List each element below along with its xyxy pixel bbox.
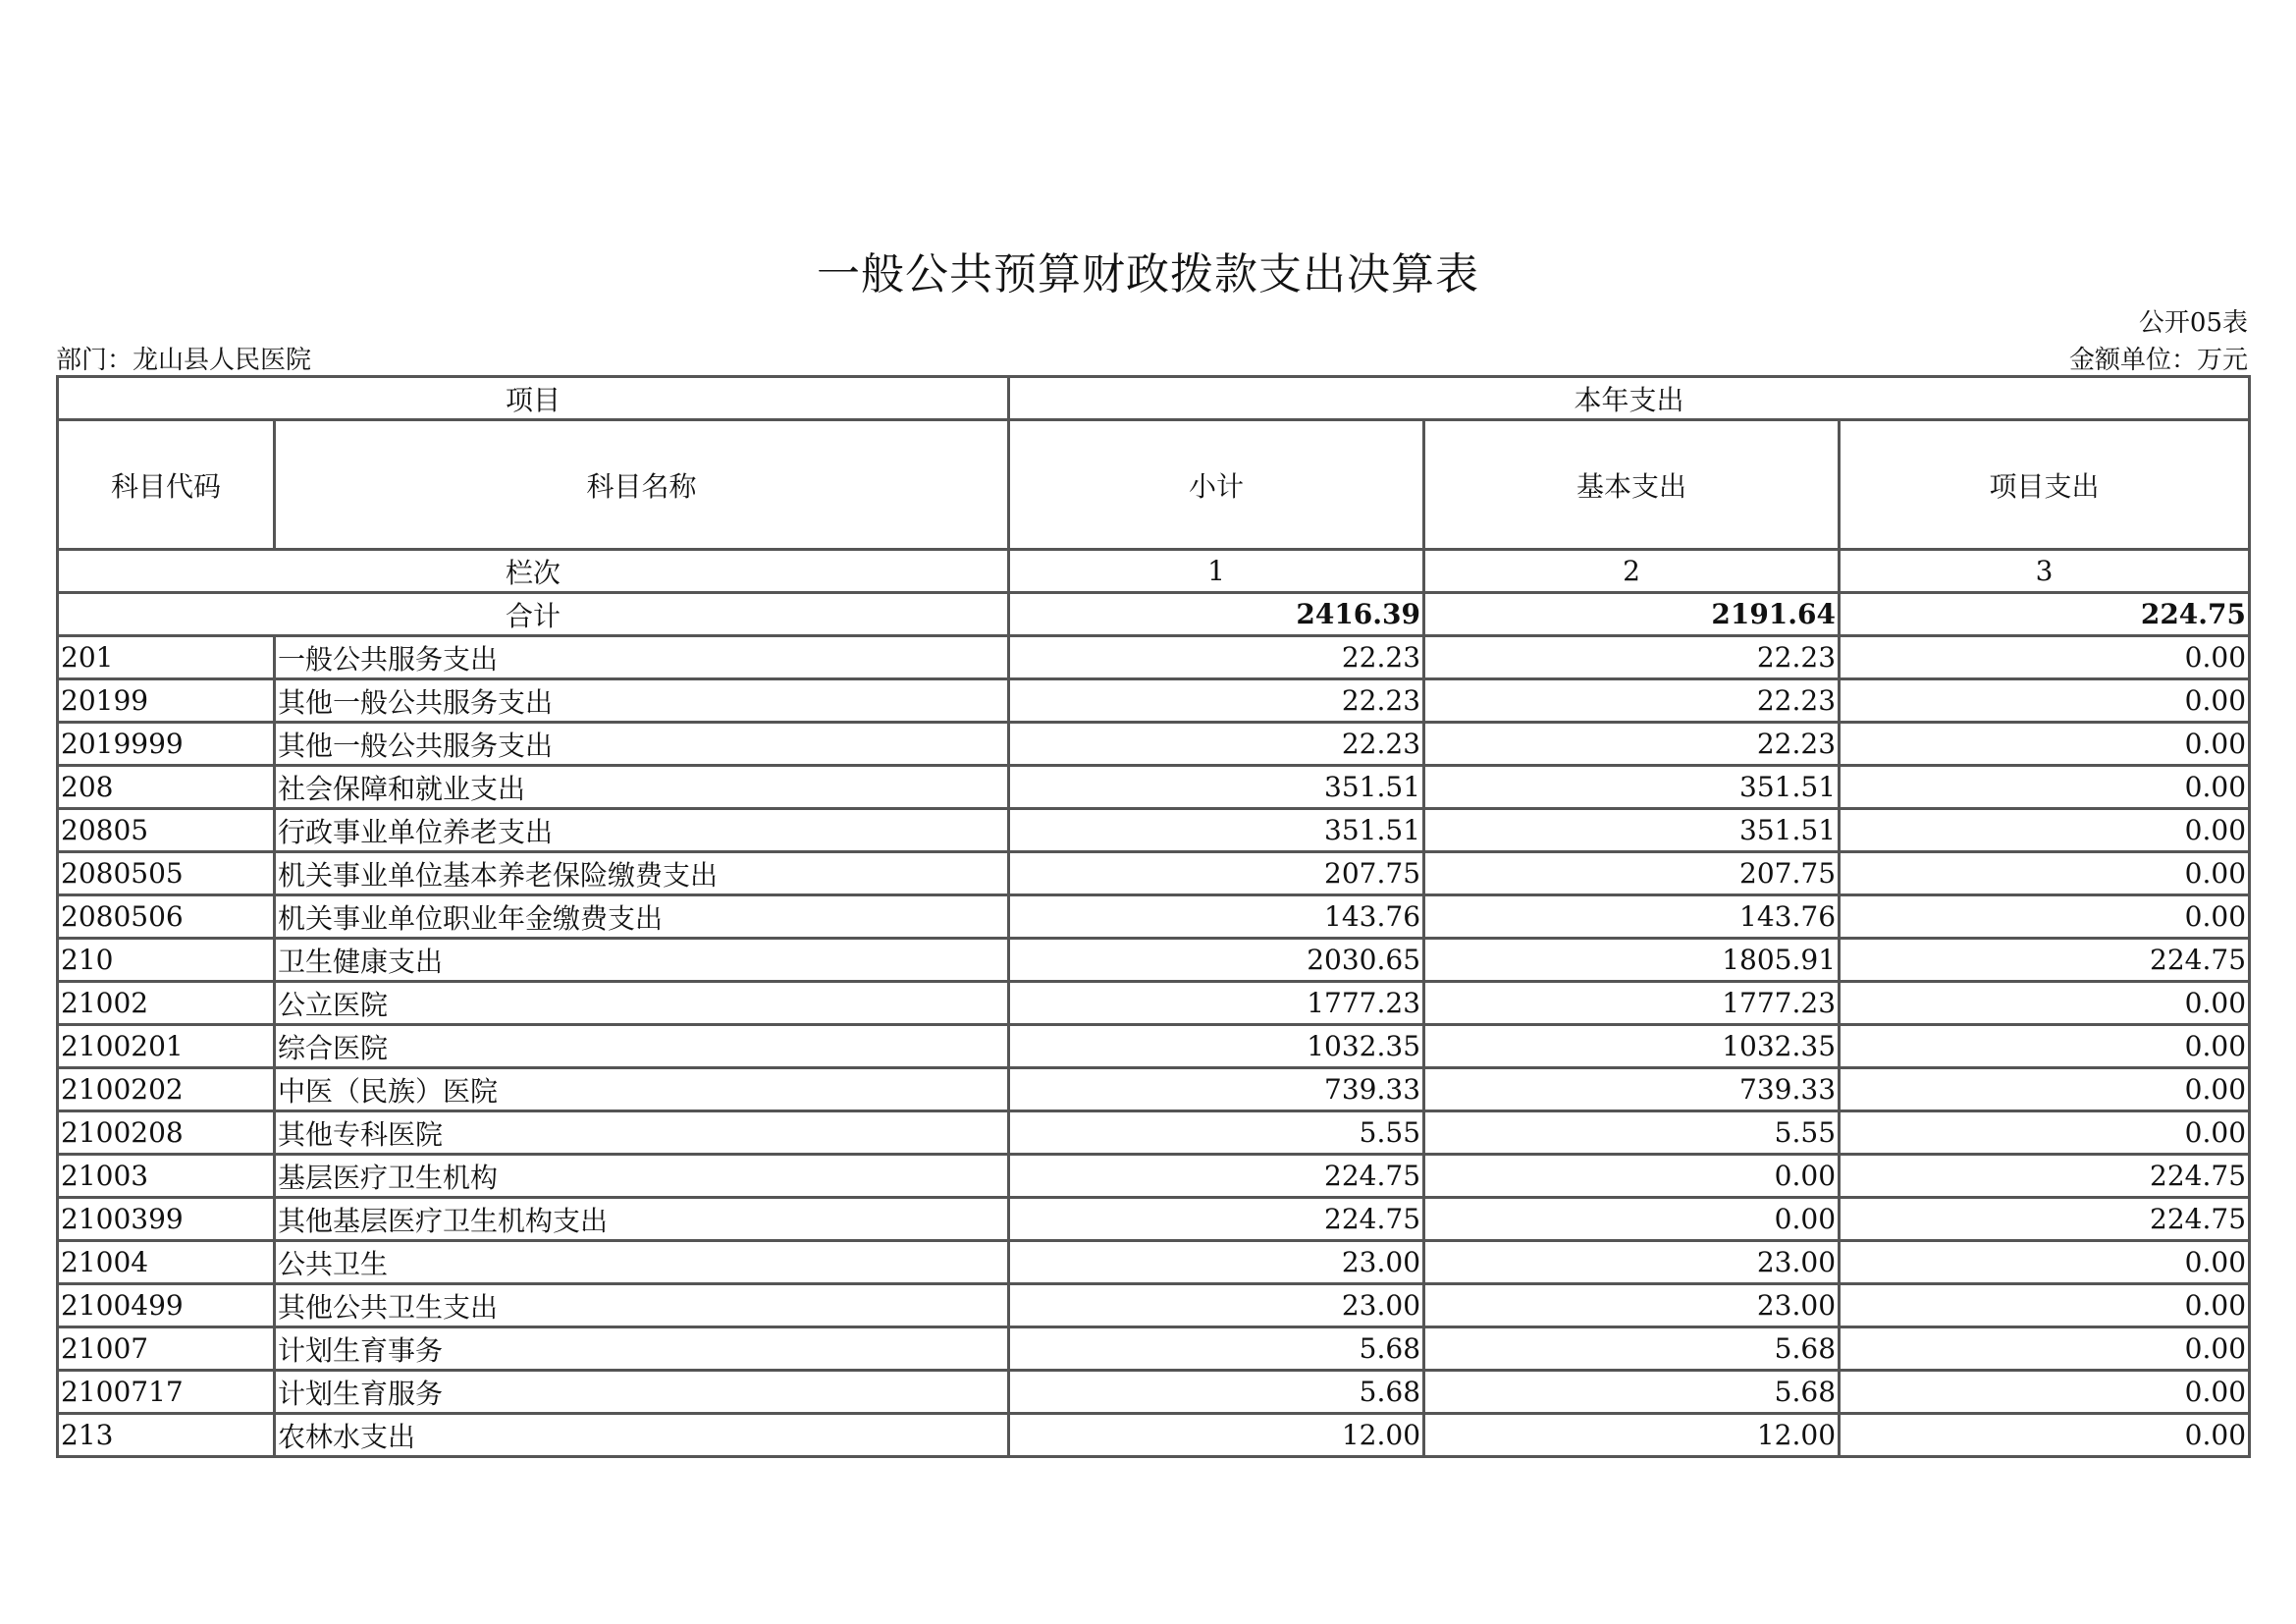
row-code: 2100717	[58, 1371, 275, 1414]
column-header-row	[58, 420, 2250, 550]
row-basic: 5.68	[1424, 1371, 1840, 1414]
row-basic: 0.00	[1424, 1155, 1840, 1198]
table-row	[58, 1327, 2250, 1371]
row-code: 208	[58, 766, 275, 809]
row-subtotal: 5.68	[1009, 1327, 1424, 1371]
table-row	[58, 1414, 2250, 1457]
row-basic: 5.55	[1424, 1111, 1840, 1155]
row-subtotal: 224.75	[1009, 1198, 1424, 1241]
row-name: 中医（民族）医院	[275, 1068, 1009, 1111]
table-row	[58, 1241, 2250, 1284]
amount-unit-label: 金额单位：万元	[2068, 346, 2248, 375]
table-row	[58, 723, 2250, 766]
row-project: 0.00	[1840, 982, 2250, 1025]
row-basic: 1777.23	[1424, 982, 1840, 1025]
row-basic: 12.00	[1424, 1414, 1840, 1457]
row-project: 0.00	[1840, 852, 2250, 895]
row-project: 0.00	[1840, 679, 2250, 723]
row-basic: 1032.35	[1424, 1025, 1840, 1068]
row-code: 2100202	[58, 1068, 275, 1111]
table-row	[58, 1198, 2250, 1241]
row-subtotal: 23.00	[1009, 1284, 1424, 1327]
row-name: 基层医疗卫生机构	[275, 1155, 1009, 1198]
row-basic: 23.00	[1424, 1241, 1840, 1284]
row-project: 0.00	[1840, 809, 2250, 852]
row-code: 21003	[58, 1155, 275, 1198]
table-row	[58, 679, 2250, 723]
index-col-3: 3	[1840, 550, 2250, 593]
table-row	[58, 1025, 2250, 1068]
row-subtotal: 12.00	[1009, 1414, 1424, 1457]
row-subtotal: 23.00	[1009, 1241, 1424, 1284]
column-header-name: 科目名称	[275, 420, 1009, 550]
row-project: 224.75	[1840, 1155, 2250, 1198]
row-subtotal: 1777.23	[1009, 982, 1424, 1025]
row-basic: 22.23	[1424, 679, 1840, 723]
row-name: 一般公共服务支出	[275, 636, 1009, 679]
row-basic: 22.23	[1424, 723, 1840, 766]
row-subtotal: 1032.35	[1009, 1025, 1424, 1068]
index-col-1: 1	[1009, 550, 1424, 593]
row-project: 0.00	[1840, 1025, 2250, 1068]
row-subtotal: 739.33	[1009, 1068, 1424, 1111]
total-subtotal: 2416.39	[1009, 593, 1424, 636]
row-code: 2100208	[58, 1111, 275, 1155]
total-label: 合计	[58, 593, 1009, 636]
row-project: 0.00	[1840, 1371, 2250, 1414]
row-subtotal: 143.76	[1009, 895, 1424, 939]
table-row	[58, 766, 2250, 809]
row-project: 0.00	[1840, 1241, 2250, 1284]
row-project: 224.75	[1840, 1198, 2250, 1241]
row-name: 其他基层医疗卫生机构支出	[275, 1198, 1009, 1241]
row-project: 224.75	[1840, 939, 2250, 982]
table-row	[58, 636, 2250, 679]
row-code: 21004	[58, 1241, 275, 1284]
total-basic: 2191.64	[1424, 593, 1840, 636]
row-name: 农林水支出	[275, 1414, 1009, 1457]
row-basic: 207.75	[1424, 852, 1840, 895]
table-row	[58, 895, 2250, 939]
row-project: 0.00	[1840, 1327, 2250, 1371]
row-basic: 351.51	[1424, 766, 1840, 809]
index-col-2: 2	[1424, 550, 1840, 593]
column-header-project: 项目支出	[1840, 420, 2250, 550]
row-basic: 143.76	[1424, 895, 1840, 939]
row-code: 2080505	[58, 852, 275, 895]
page-title: 一般公共预算财政拨款支出决算表	[817, 249, 1479, 299]
row-code: 201	[58, 636, 275, 679]
row-name: 公立医院	[275, 982, 1009, 1025]
group-header-this-year: 本年支出	[1009, 377, 2250, 420]
table-row	[58, 852, 2250, 895]
row-name: 机关事业单位职业年金缴费支出	[275, 895, 1009, 939]
expenditure-table	[56, 375, 2251, 1458]
row-project: 0.00	[1840, 1284, 2250, 1327]
row-name: 其他公共卫生支出	[275, 1284, 1009, 1327]
row-project: 0.00	[1840, 766, 2250, 809]
department-label: 部门：龙山县人民医院	[56, 346, 312, 375]
table-row	[58, 1111, 2250, 1155]
row-project: 0.00	[1840, 895, 2250, 939]
row-subtotal: 2030.65	[1009, 939, 1424, 982]
row-project: 0.00	[1840, 1414, 2250, 1457]
row-name: 行政事业单位养老支出	[275, 809, 1009, 852]
table-row	[58, 1371, 2250, 1414]
table-row	[58, 982, 2250, 1025]
row-subtotal: 351.51	[1009, 809, 1424, 852]
table-row	[58, 1155, 2250, 1198]
table-row	[58, 1284, 2250, 1327]
row-subtotal: 207.75	[1009, 852, 1424, 895]
row-name: 社会保障和就业支出	[275, 766, 1009, 809]
column-header-basic: 基本支出	[1424, 420, 1840, 550]
row-name: 机关事业单位基本养老保险缴费支出	[275, 852, 1009, 895]
row-project: 0.00	[1840, 723, 2250, 766]
row-subtotal: 5.55	[1009, 1111, 1424, 1155]
row-basic: 22.23	[1424, 636, 1840, 679]
row-code: 2080506	[58, 895, 275, 939]
row-code: 2100399	[58, 1198, 275, 1241]
row-basic: 351.51	[1424, 809, 1840, 852]
column-header-subtotal: 小计	[1009, 420, 1424, 550]
table-row	[58, 939, 2250, 982]
total-row	[58, 593, 2250, 636]
row-code: 2019999	[58, 723, 275, 766]
row-code: 2100499	[58, 1284, 275, 1327]
row-name: 其他一般公共服务支出	[275, 679, 1009, 723]
row-basic: 5.68	[1424, 1327, 1840, 1371]
row-subtotal: 5.68	[1009, 1371, 1424, 1414]
row-code: 21002	[58, 982, 275, 1025]
index-row	[58, 550, 2250, 593]
row-name: 卫生健康支出	[275, 939, 1009, 982]
total-project: 224.75	[1840, 593, 2250, 636]
row-subtotal: 22.23	[1009, 636, 1424, 679]
row-code: 20199	[58, 679, 275, 723]
table-row	[58, 1068, 2250, 1111]
row-name: 公共卫生	[275, 1241, 1009, 1284]
row-subtotal: 22.23	[1009, 723, 1424, 766]
row-name: 计划生育事务	[275, 1327, 1009, 1371]
row-project: 0.00	[1840, 1111, 2250, 1155]
row-basic: 0.00	[1424, 1198, 1840, 1241]
row-code: 213	[58, 1414, 275, 1457]
row-basic: 739.33	[1424, 1068, 1840, 1111]
group-header-item: 项目	[58, 377, 1009, 420]
row-code: 21007	[58, 1327, 275, 1371]
row-project: 0.00	[1840, 1068, 2250, 1111]
row-subtotal: 224.75	[1009, 1155, 1424, 1198]
row-basic: 1805.91	[1424, 939, 1840, 982]
row-name: 综合医院	[275, 1025, 1009, 1068]
row-name: 计划生育服务	[275, 1371, 1009, 1414]
index-label: 栏次	[58, 550, 1009, 593]
row-code: 210	[58, 939, 275, 982]
row-basic: 23.00	[1424, 1284, 1840, 1327]
row-subtotal: 351.51	[1009, 766, 1424, 809]
column-header-code: 科目代码	[58, 420, 275, 550]
row-code: 2100201	[58, 1025, 275, 1068]
row-name: 其他专科医院	[275, 1111, 1009, 1155]
form-number: 公开05表	[2138, 308, 2248, 338]
row-code: 20805	[58, 809, 275, 852]
row-subtotal: 22.23	[1009, 679, 1424, 723]
group-header-row	[58, 377, 2250, 420]
row-name: 其他一般公共服务支出	[275, 723, 1009, 766]
row-project: 0.00	[1840, 636, 2250, 679]
table-row	[58, 809, 2250, 852]
